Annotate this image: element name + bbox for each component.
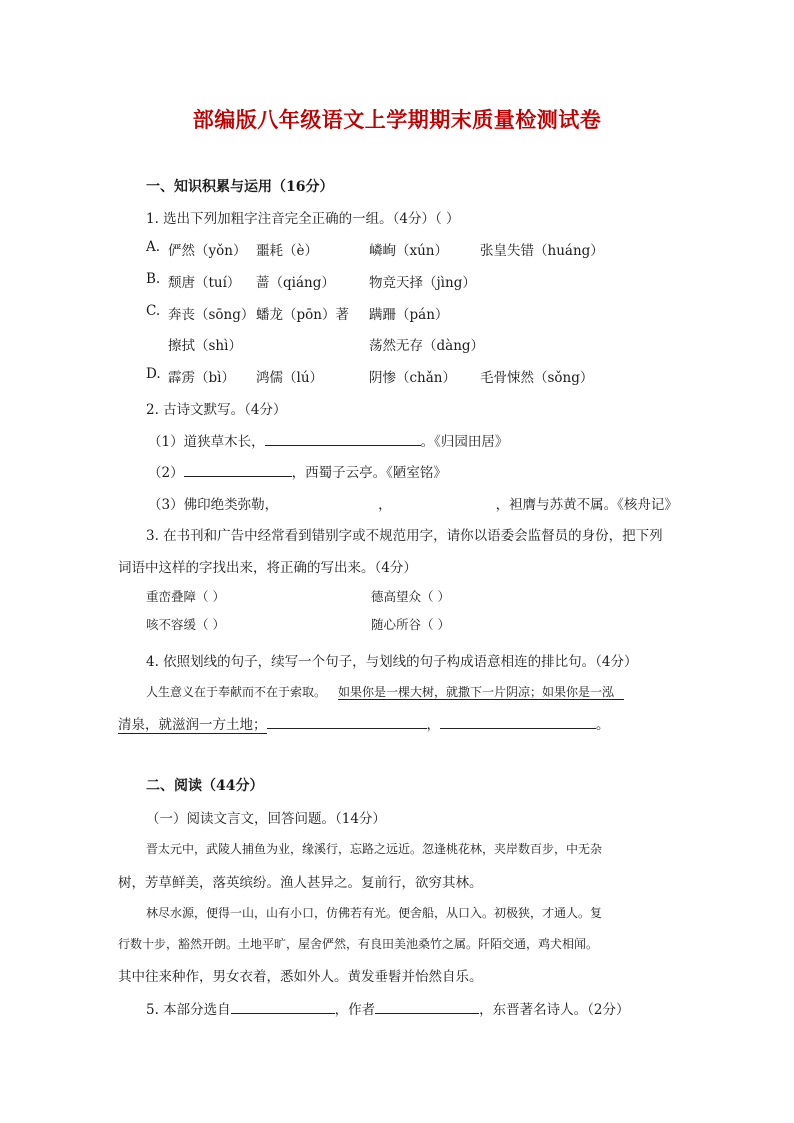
q3-word: 随心所谷（ ） (371, 617, 450, 632)
q1-option-a-item: 张皇失错（huáng） (480, 243, 604, 259)
q2-line-1-source: 。《归园田居》 (420, 434, 509, 450)
q1-option-a-item: 嶙峋（xún） (369, 243, 449, 259)
page-title: 部编版八年级语文上学期期末质量检测试卷 (192, 107, 602, 132)
q1-option-c-item: 蟠龙（pōn）著 (256, 307, 349, 323)
q1-option-b-item: 颓唐（tuí） (168, 275, 241, 291)
section-2-sub-heading: （一）阅读文言文，回答问题。（14分） (146, 811, 386, 827)
q2-line-3-text: （3）佛印绝类弥勒， (148, 497, 279, 513)
passage-line: 其中往来种作，男女衣着，悉如外人。黄发垂髫并怡然自乐。 (118, 969, 483, 985)
q4-lead-sentence: 人生意义在于奉献而不在于索取。 (146, 685, 327, 699)
q4-underlined-sentence-cont: 清泉，就滋润一方土地； (118, 717, 267, 733)
q1-option-c-item: 蹒跚（pán） (369, 307, 449, 323)
q4-period: 。 (596, 717, 610, 733)
q1-option-b-item: 蔷（qiáng） (256, 275, 335, 291)
answer-blank[interactable] (184, 462, 292, 477)
q1-option-c-item: 擦拭（shì） (168, 338, 242, 354)
q1-option-b-label: B. (146, 271, 161, 287)
q2-line-1 (148, 430, 508, 450)
q4-stem: 4. 依照划线的句子，续写一个句子，与划线的句子构成语意相连的排比句。（4分） (146, 654, 638, 670)
answer-blank[interactable] (440, 714, 596, 729)
q2-line-2-num: （2） (148, 465, 184, 481)
q4-comma: ， (426, 717, 440, 733)
q1-option-a-item: 噩耗（è） (256, 243, 318, 259)
q3-word: 咳不容缓（ ） (146, 617, 225, 632)
q5-text: 5. 本部分选自 (146, 1002, 231, 1018)
answer-blank[interactable] (265, 431, 421, 446)
q1-option-c-item: 奔丧（sōng） (168, 307, 255, 323)
passage-line: 林尽水源，便得一山，山有小口，仿佛若有光。便舍船，从口入。初极狭，才通人。复 (146, 906, 603, 920)
answer-blank[interactable] (375, 999, 479, 1014)
section-1-heading: 一、知识积累与运用（16分） (146, 179, 334, 195)
q1-stem: 1. 选出下列加粗字注音完全正确的一组。（4分）（ ） (146, 211, 460, 227)
q3-word: 重峦叠障（ ） (146, 589, 225, 604)
q2-line-1-text: （1）道狭草木长， (148, 434, 265, 450)
q1-option-b-item: 物竞天择（jìng） (369, 275, 476, 291)
q1-option-d-item: 阴惨（chǎn） (369, 370, 456, 386)
q2-line-3-tail: ，袒膺与苏黄不属。《核舟记》 (495, 497, 678, 513)
q1-option-d-item: 鸿儒（lú） (256, 370, 324, 386)
q1-option-c-item: 荡然无存（dàng） (369, 338, 485, 354)
q4-example-line-1 (146, 683, 624, 700)
q5-text: ，东晋著名诗人。（2分） (479, 1002, 630, 1018)
q1-option-a-label: A. (146, 239, 161, 255)
q1-option-d-item: 霹雳（bì） (168, 370, 235, 386)
section-2-heading: 二、阅读（44分） (146, 778, 264, 794)
passage-line: 树，芳草鲜美，落英缤纷。渔人甚异之。复前行，欲穷其林。 (118, 875, 483, 891)
q1-option-c-label: C. (146, 303, 161, 319)
q5-text: ，作者 (334, 1002, 376, 1018)
q3-word: 德高望众（ ） (371, 589, 450, 604)
q2-line-3 (148, 493, 678, 513)
q1-option-a-item: 俨然（yǒn） (168, 243, 247, 259)
q1-option-d-label: D. (146, 366, 161, 382)
q3-stem-line-1: 3. 在书刊和广告中经常看到错别字或不规范用字，请你以语委会监督员的身份，把下列 (146, 528, 663, 544)
answer-blank[interactable] (267, 714, 427, 729)
q1-option-d-item: 毛骨悚然（sǒng） (480, 370, 594, 386)
q2-stem: 2. 古诗文默写。（4分） (146, 402, 287, 418)
q4-example-line-2 (118, 713, 610, 733)
answer-blank[interactable] (231, 999, 335, 1014)
passage-line: 行数十步，豁然开朗。土地平旷，屋舍俨然，有良田美池桑竹之属。阡陌交通，鸡犬相闻。 (118, 937, 599, 951)
q2-line-2 (148, 461, 447, 481)
q2-line-2-text: ，西蜀子云亭。《陋室铭》 (291, 465, 447, 481)
q5-line (146, 998, 630, 1018)
q4-underlined-sentence: 如果你是一棵大树，就撒下一片阴凉；如果你是一泓 (338, 685, 624, 700)
passage-line: 晋太元中，武陵人捕鱼为业，缘溪行，忘路之远近。忽逢桃花林，夹岸数百步，中无杂 (146, 842, 603, 856)
q3-stem-line-2: 词语中这样的字找出来，将正确的写出来。（4分） (118, 560, 417, 576)
q2-line-3-comma: ， (378, 497, 392, 513)
